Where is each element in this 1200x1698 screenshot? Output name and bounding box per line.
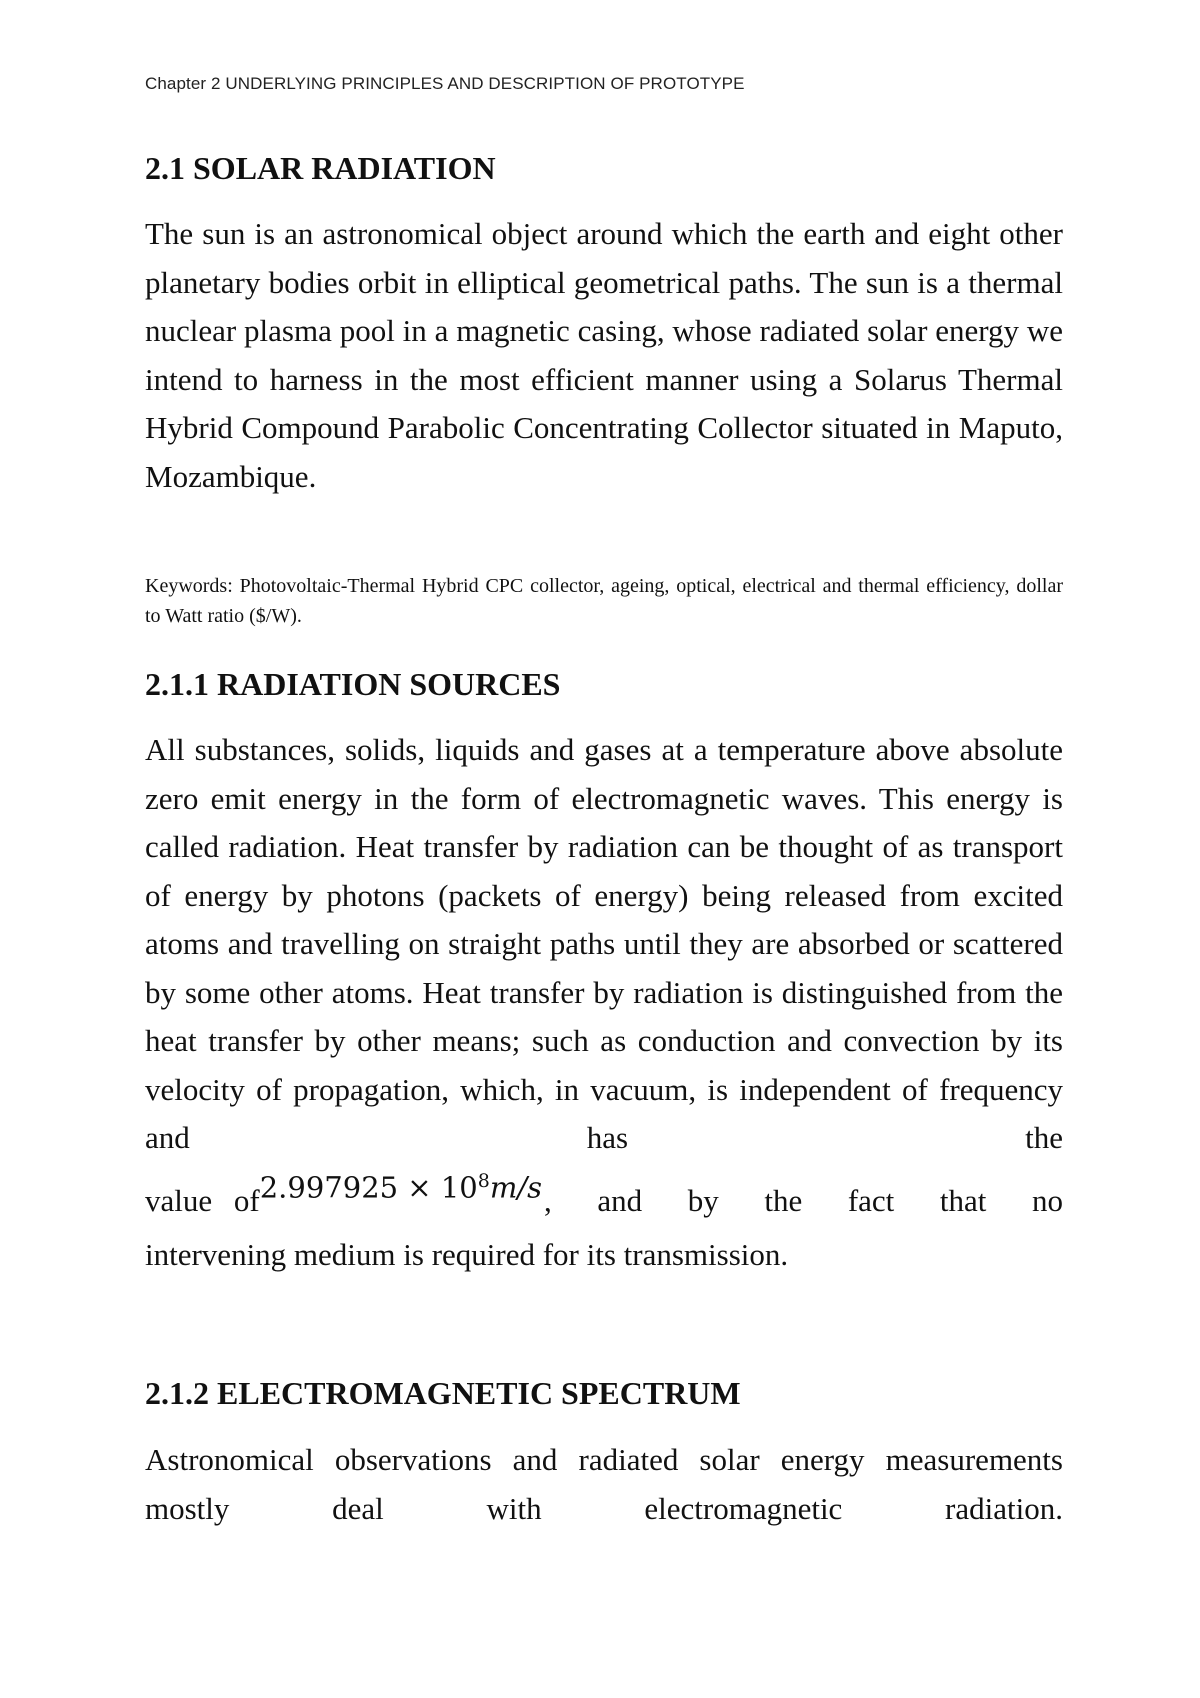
running-header: Chapter 2 UNDERLYING PRINCIPLES AND DESCRIPTION OF PROTOTYPE [145,74,745,93]
formula-exponent: 8 [477,1169,490,1192]
formula-mantissa: 2.997925 × 10 [259,1170,478,1205]
keywords-line: Keywords: Photovoltaic-Thermal Hybrid CPC collector, ageing, optical, electrical and thermal efficiency, dollar to Watt ratio ($/W). [145,575,1063,627]
formula-line [145,1159,1063,1238]
heading-radiation-sources: 2.1.1 RADIATION SOURCES [145,666,561,702]
paragraph-radiation-sources [145,726,1063,1280]
formula-unit: m/s [489,1170,542,1205]
document-page [145,0,1063,1698]
paragraph-solar-radiation: The sun is an astronomical object around which the earth and eight other planetary bodies orbit in elliptical geometrical paths. The sun is a thermal nuclear plasma pool in a magnetic casing, whose radiated solar energy we intend to harness in the most efficient manner using a Solarus Thermal Hybrid Compound Parabolic Concentrating Collector situated in Maputo, Mozambique. [145,216,1063,494]
heading-solar-radiation: 2.1 SOLAR RADIATION [145,150,496,186]
radiation-sources-closing: intervening medium is required for its transmission. [145,1237,789,1273]
radiation-sources-text: All substances, solids, liquids and gases at a temperature above absolute zero emit energy in the form of electromagnetic waves. This energy is called radiation. Heat transfer by radiation can be thought of as transport of energy by photons (packets of energy) being released from excited atoms and travelling on straight paths until they are absorbed or scattered by some other atoms. Heat transfer by radiation is distinguished from the heat transfer by other means; such as conduction and convection by its velocity of propagation, which, in vacuum, is independent of frequency and has the [145,732,1063,1155]
heading-electromagnetic-spectrum: 2.1.2 ELECTROMAGNETIC SPECTRUM [145,1375,741,1411]
formula-lead-text: value of [145,1183,260,1219]
speed-of-light-formula [260,1145,542,1224]
paragraph-electromagnetic-spectrum: Astronomical observations and radiated solar energy measurements mostly deal with electromagnetic radiation. [145,1442,1063,1526]
formula-trail-text: , and by the fact that no [543,1183,1063,1219]
